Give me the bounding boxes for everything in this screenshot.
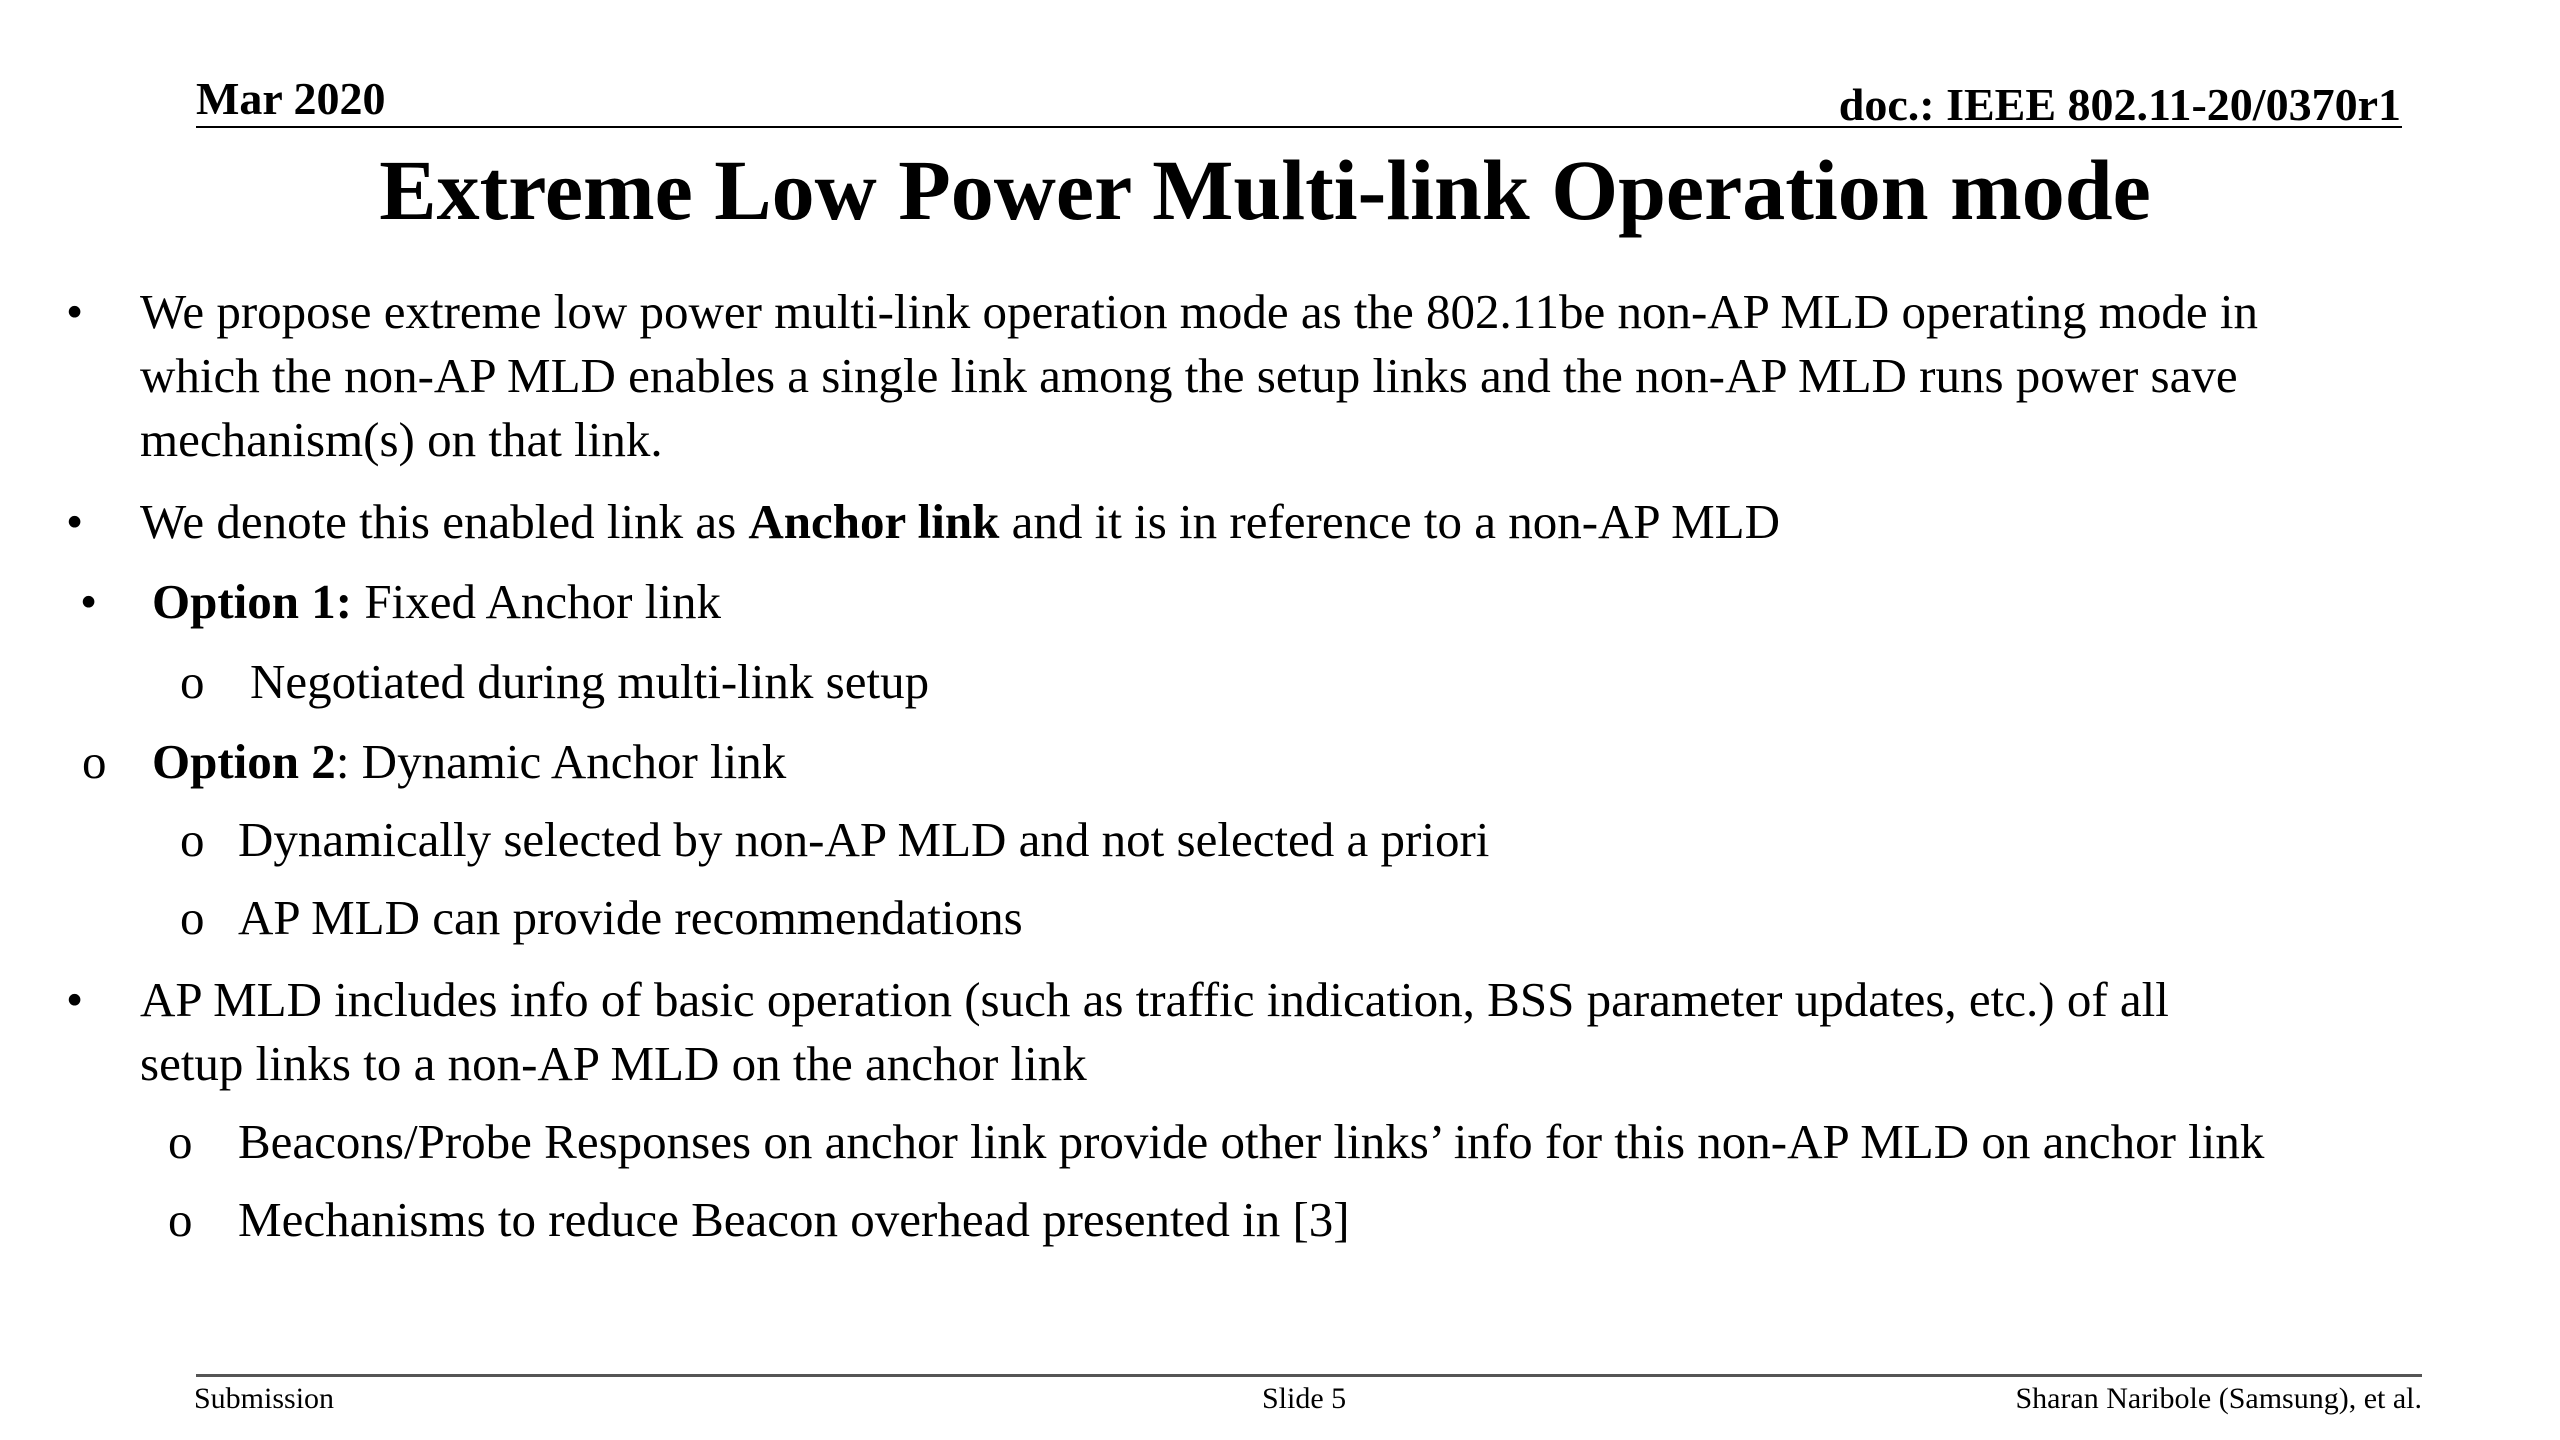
option-2-dynamic-selection: Dynamically selected by non-AP MLD and not selected a priori (238, 812, 1490, 867)
bullet-marker: • (80, 574, 98, 629)
option-1-text: Fixed Anchor link (352, 574, 721, 629)
sub-bullet-marker: o (168, 1192, 193, 1247)
sub-bullet-marker: o (180, 890, 205, 945)
bullet-proposal-line1: We propose extreme low power multi-link operation mode as the 802.11be non-AP MLD operating mode in (140, 284, 2259, 339)
footer-author: Sharan Naribole (Samsung), et al. (2015, 1382, 2422, 1415)
bullet-marker: • (66, 284, 84, 339)
option-1-label: Option 1: (152, 574, 353, 629)
sub-bullet-marker: o (82, 734, 107, 789)
anchor-text-after: and it is in reference to a non-AP MLD (999, 494, 1780, 549)
option-2-recommendations: AP MLD can provide recommendations (238, 890, 1023, 945)
option-2-text: : Dynamic Anchor link (335, 734, 787, 789)
option-1 (152, 570, 721, 634)
sub-bullet-marker: o (180, 654, 205, 709)
footer-submission: Submission (194, 1382, 335, 1415)
option-1-negotiated: Negotiated during multi-link setup (250, 654, 930, 709)
header-doc-number: doc.: IEEE 802.11-20/0370r1 (1838, 79, 2401, 130)
bullet-marker: • (66, 972, 84, 1027)
bullet-basic-operation-line2: setup links to a non-AP MLD on the anchor link (140, 1036, 1087, 1091)
sub-bullet-marker: o (168, 1114, 193, 1169)
slide-title: Extreme Low Power Multi-link Operation mode (379, 142, 2151, 238)
beacons-probe-responses: Beacons/Probe Responses on anchor link provide other links’ info for this non-AP MLD on anchor link (238, 1114, 2265, 1169)
bullet-proposal-line3: mechanism(s) on that link. (140, 412, 663, 467)
footer-slide-number: Slide 5 (1262, 1382, 1347, 1415)
option-2 (152, 730, 786, 794)
bullet-proposal-line2: which the non-AP MLD enables a single link among the setup links and the non-AP MLD runs power save (140, 348, 2238, 403)
anchor-link-term: Anchor link (748, 494, 1000, 549)
footer-divider (196, 1374, 2422, 1377)
bullet-basic-operation-line1: AP MLD includes info of basic operation (such as traffic indication, BSS parameter updates, etc.) of all (140, 972, 2169, 1027)
header-date: Mar 2020 (196, 73, 386, 124)
option-2-label: Option 2 (152, 734, 336, 789)
bullet-marker: • (66, 494, 84, 549)
anchor-text-before: We denote this enabled link as (140, 494, 749, 549)
sub-bullet-marker: o (180, 812, 205, 867)
beacon-overhead-mechanisms: Mechanisms to reduce Beacon overhead presented in [3] (238, 1192, 1350, 1247)
bullet-anchor-link (140, 490, 1780, 554)
